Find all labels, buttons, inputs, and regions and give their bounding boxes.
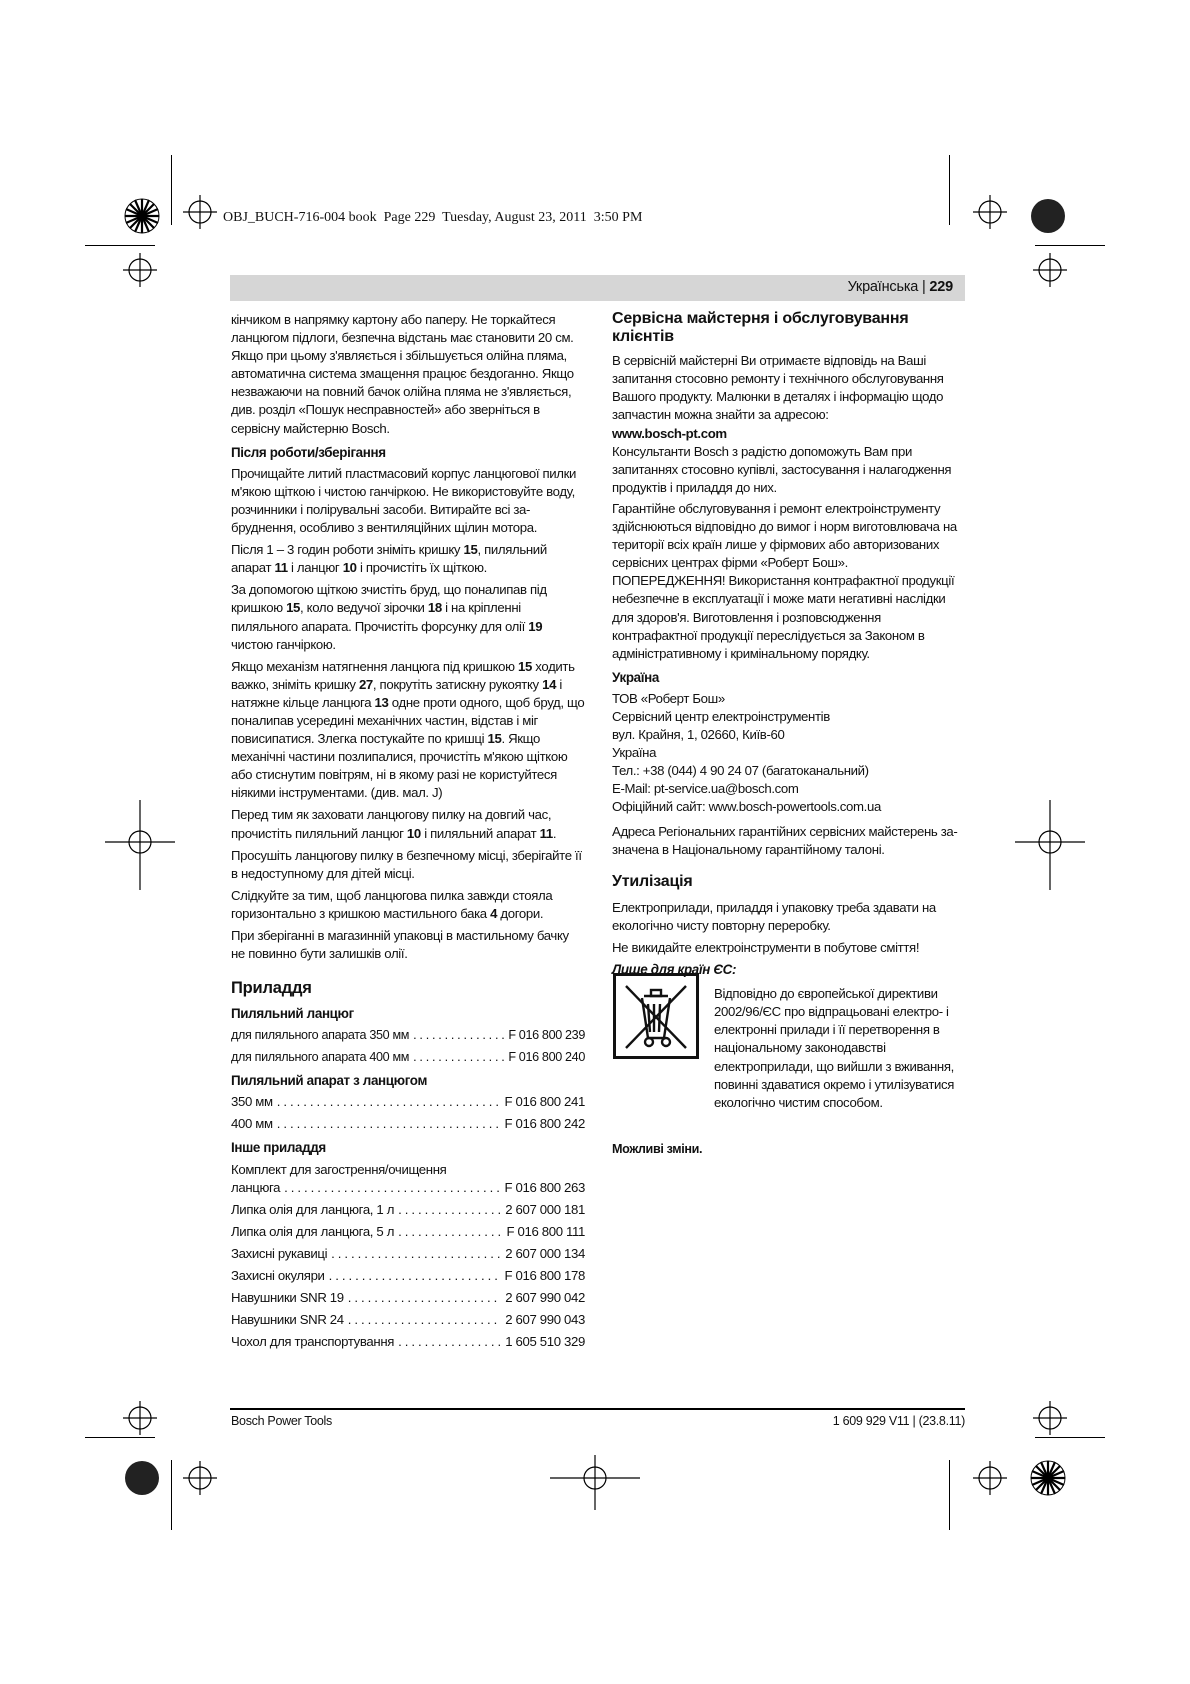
footer-doc-number: 1 609 929 V11 | (23.8.11)	[832, 1414, 965, 1428]
accessory-row: Липка олія для ланцюга, 5 л . . . F 016 800 111	[231, 1223, 585, 1241]
accessory-row: Захисні окуляри . . . F 016 800 178	[231, 1267, 585, 1285]
service-url-link[interactable]: www.bosch-pt.com	[612, 425, 727, 441]
bar-heading: Пиляльний апарат з ланцюгом	[231, 1073, 428, 1089]
slug-file: OBJ_BUCH-716-004 book	[223, 210, 377, 225]
eu-heading: Лише для країн ЄС:	[612, 962, 737, 978]
website-line[interactable]: Офіційний сайт: www.bosch-powertools.com.ua	[612, 799, 881, 815]
registration-target-icon	[973, 1461, 1007, 1495]
drying-paragraph: Просушіть ланцюгову пилку в безпечному місці, зберігайте її в недоступному для дітей місці.	[231, 847, 582, 881]
address-line: вул. Крайня, 1, 02660, Київ-60	[612, 727, 785, 743]
address-block	[612, 690, 967, 817]
other-heading: Інше приладдя	[231, 1140, 326, 1156]
starburst-target-icon	[1031, 1461, 1065, 1495]
header-page-number: 229	[929, 279, 953, 295]
slug-time: 3:50 PM	[593, 210, 643, 225]
weee-bin-icon	[613, 973, 699, 1059]
country-heading: Україна	[612, 669, 659, 685]
accessory-row: 400 мм . . . F 016 800 242	[231, 1115, 585, 1133]
registration-target-icon	[1015, 800, 1085, 890]
storage-paragraph: Перед тим як заховати ланцюгову пилку на довгий час, прочистіть пиляльний ланцюг 10 і пиляльний апарат 11.	[231, 807, 557, 841]
regional-paragraph: Адреса Регіональних гарантійних сервісних майстерень за-значена в Національному гарантійному талоні.	[612, 823, 958, 857]
address-line: ТОВ «Роберт Бош»	[612, 690, 725, 706]
accessory-row: для пиляльного апарата 350 мм . . . F 016 800 239	[231, 1026, 585, 1044]
brush-paragraph: За допомогою щіткою зчистіть бруд, що поналипав під кришкою 15, коло ведучої зірочки 18 і на кріпленні пиляльного апарата. Прочистіть форсунку для олії 19 чистою ганчіркою.	[231, 582, 547, 652]
service-heading: Сервісна майстерня і обслуговування клієнтів	[612, 310, 909, 346]
eu-paragraph: Відповідно до європейської директиви 2002/96/ЄС про відпрацьовані електро- і електронні прилади і її перетворення в національному законодавстві електроприлади, що вийшли з вживання, повинні здаватися окремо і утилізуватися екологічно чистим способом.	[714, 986, 955, 1110]
changes-note: Можливі зміни.	[612, 1141, 703, 1156]
footer-rule	[230, 1408, 965, 1410]
accessory-label-line: Комплект для загострення/очищення	[231, 1161, 447, 1177]
horizontal-paragraph: Слідкуйте за тим, щоб ланцюгова пилка завжди стояла горизонтально з кришкою мастильного бака 4 догори.	[231, 887, 553, 921]
registration-target-icon	[1033, 253, 1067, 287]
running-header	[230, 275, 965, 301]
warranty-paragraph: Гарантійне обслуговування і ремонт електроінструменту здійснюються відповідно до вимог і норм виготовлювача на території всіх країн лише у фірмових або авторизованих сервісних центрах фірми «Роберт Бош».	[612, 500, 957, 571]
registration-target-icon	[550, 1455, 640, 1510]
consultants-paragraph: Консультанти Bosch з радістю допоможуть Вам при запитаннях стосовно купівлі, застосування і налагодження продуктів і приладдя до них.	[612, 443, 952, 495]
solid-target-icon	[1031, 199, 1065, 233]
slug-date: Tuesday, August 23, 2011	[442, 210, 587, 225]
household-warning: Не викидайте електроінструменти в побутове сміття!	[612, 940, 920, 955]
registration-target-icon	[183, 1461, 217, 1495]
address-line: Сервісний центр електроінструментів	[612, 708, 830, 724]
accessories-heading: Приладдя	[231, 979, 312, 998]
accessory-row: для пиляльного апарата 400 мм . . . F 016 800 240	[231, 1048, 585, 1066]
accessory-row: Навушники SNR 19 . . . 2 607 990 042	[231, 1289, 585, 1307]
registration-target-icon	[123, 1401, 157, 1435]
starburst-target-icon	[125, 199, 159, 233]
print-slug	[223, 210, 642, 226]
chain-heading: Пиляльний ланцюг	[231, 1006, 354, 1022]
registration-target-icon	[183, 195, 217, 229]
disposal-heading: Утилізація	[612, 872, 693, 890]
tension-paragraph: Якщо механізм натягнення ланцюга під кришкою 15 ходить важко, зніміть кришку 27, покрутіть затискну рукоятку 14 і натяжне кільце ланцюга 13 одне проти одного, щоб бруд, що поналипав усередині механічних частин, відстав і міг повисипатися. Злегка постукайте по кришці 15. Якщо механічні частини позлипалися, прочистіть м'якою щіткою або стиснутим повітрям, ні в якому разі не користуйтеся ніякими інструментами. (див. мал. J)	[231, 658, 585, 801]
registration-target-icon	[105, 800, 175, 890]
cleaning-interval-paragraph: Після 1 – 3 годин роботи зніміть кришку 15, пиляльний апарат 11 і ланцюг 10 і прочистіть їх щіткою.	[231, 542, 547, 576]
accessory-row: Чохол для транспортування . . . 1 605 510 329	[231, 1333, 585, 1351]
phone-line: Тел.: +38 (044) 4 90 24 07 (багатоканальний)	[612, 763, 869, 779]
address-line: Україна	[612, 745, 657, 761]
packaging-paragraph: При зберіганні в магазинній упаковці в мастильному бачку не повинно бути залишків олії.	[231, 928, 569, 962]
solid-target-icon	[125, 1461, 159, 1495]
footer-brand: Bosch Power Tools	[231, 1414, 332, 1428]
after-work-heading: Після роботи/зберігання	[231, 444, 386, 460]
warning-paragraph: ПОПЕРЕДЖЕННЯ! Використання контрафактної продукції небезпечне в експлуатації і може мати негативні наслідки для здоров'я. Виготовлення і розповсюдження контрафактної продукції переслідується за Законом в адміністративному і кримінальному порядку.	[612, 573, 955, 661]
accessory-row: Захисні рукавиці . . . 2 607 000 134	[231, 1245, 585, 1263]
left-column	[231, 311, 585, 1355]
accessory-row: Липка олія для ланцюга, 1 л . . . 2 607 000 181	[231, 1201, 585, 1219]
header-text: Українська | 229	[847, 279, 953, 295]
header-language: Українська	[847, 279, 919, 295]
service-paragraph: В сервісній майстерні Ви отримаєте відповідь на Ваші запитання стосовно ремонту і технічного обслуговування Вашого продукту. Малюнки в деталях і інформацію щодо запчастин можна знайти за адресою:	[612, 353, 944, 423]
cleaning-paragraph: Прочищайте литий пластмасовий корпус ланцюгової пилки м'якою щіткою і чистою ганчіркою. Не використовуйте воду, розчинники і полірувальні засоби. Витирайте всі за-бруднення, особливо з вентиляційних щілин мотора.	[231, 465, 577, 536]
accessory-row: ланцюга . . . F 016 800 263	[231, 1179, 585, 1197]
registration-target-icon	[973, 195, 1007, 229]
slug-page: Page 229	[383, 210, 436, 225]
accessories-list	[231, 1005, 585, 1350]
registration-target-icon	[1033, 1401, 1067, 1435]
recycling-paragraph: Електроприлади, приладдя і упаковку треба здавати на екологічно чисту повторну переробку.	[612, 899, 936, 933]
accessory-row: Навушники SNR 24 . . . 2 607 990 043	[231, 1311, 585, 1329]
registration-target-icon	[123, 253, 157, 287]
accessory-row: 350 мм . . . F 016 800 241	[231, 1093, 585, 1111]
intro-paragraph: кінчиком в напрямку картону або паперу. Не торкайтеся ланцюгом підлоги, безпечна відстань має становити 20 см. Якщо при цьому з'являється і збільшується олійна пляма, автоматична система змащення працює бездоганно. Якщо незважаючи на повний бачок олійна пляма не з'являється, див. розділ «Пошук несправностей» або зверніться в сервісну майстерню Bosch.	[231, 312, 574, 436]
email-line[interactable]: E-Mail: pt-service.ua@bosch.com	[612, 781, 799, 797]
